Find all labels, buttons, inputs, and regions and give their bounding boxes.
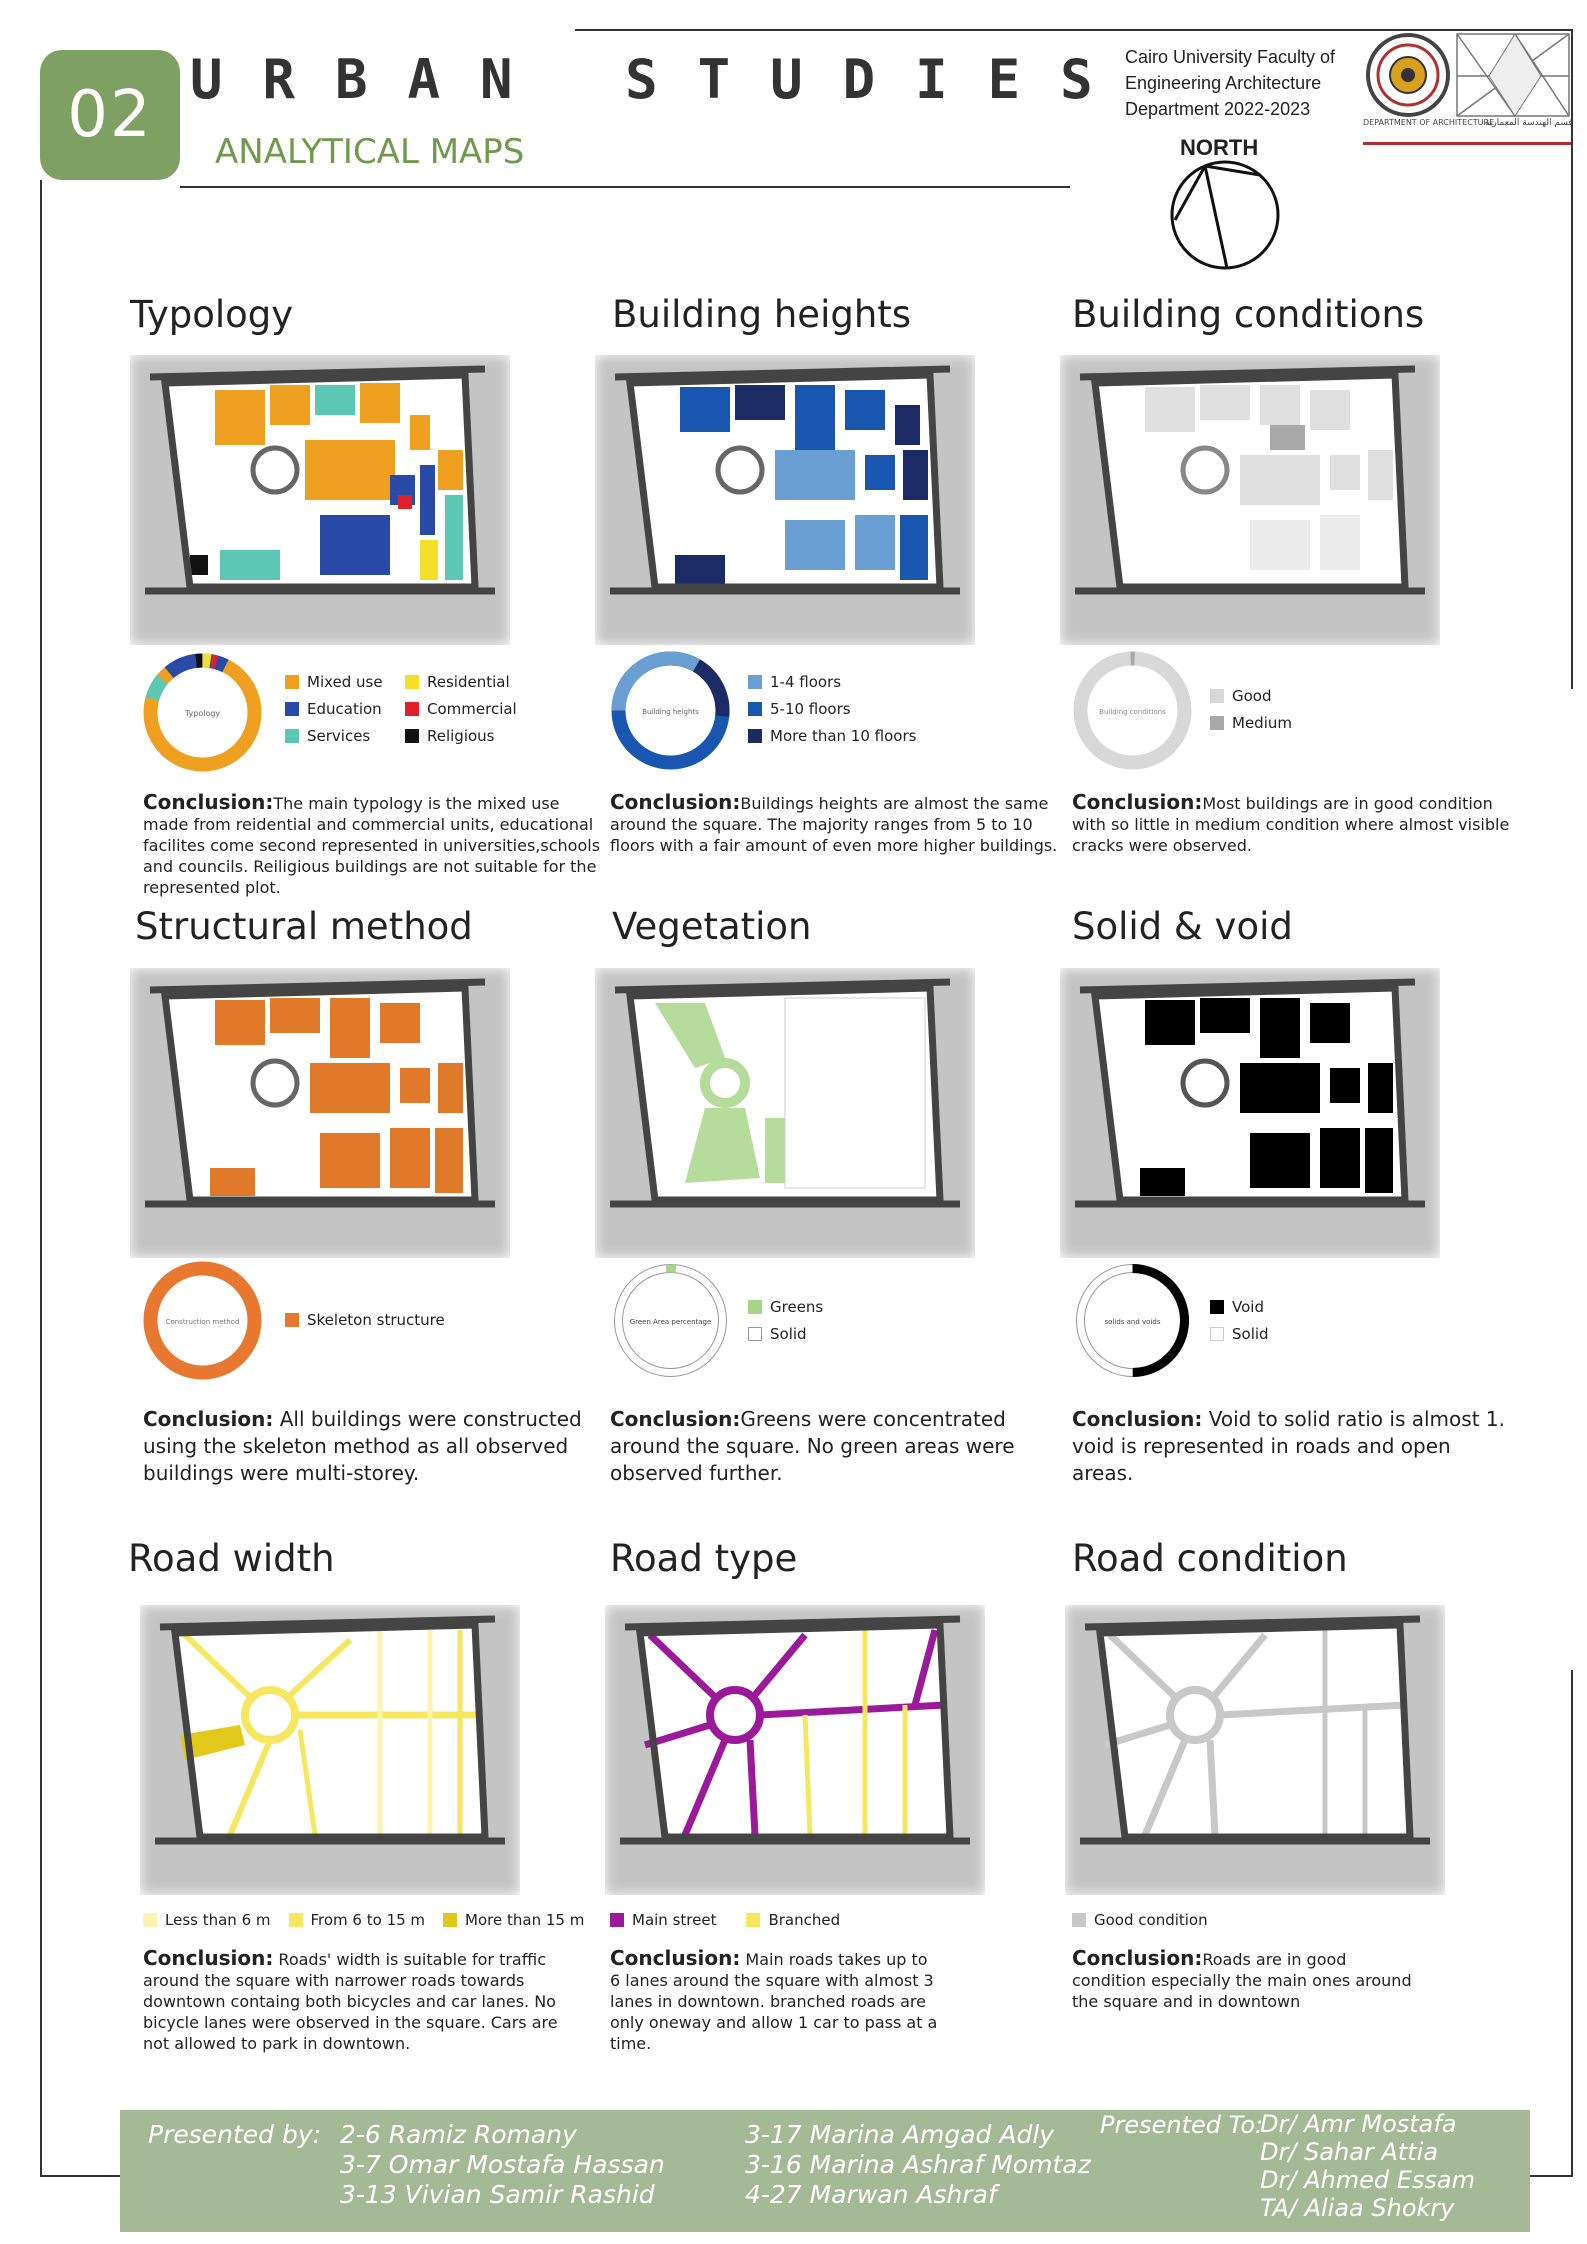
conclusion-label: Conclusion: bbox=[1072, 790, 1203, 814]
legend-item bbox=[285, 722, 383, 749]
legend-label: More than 10 floors bbox=[770, 726, 917, 745]
legend-item bbox=[610, 1906, 716, 1933]
building-heights-legend bbox=[748, 668, 916, 749]
legend-item bbox=[748, 722, 916, 749]
legend-label: Solid bbox=[770, 1324, 807, 1343]
student-group-2 bbox=[745, 2120, 1091, 2210]
structural-method-map-graphic bbox=[130, 968, 510, 1258]
legend-swatch bbox=[1210, 689, 1224, 703]
student-name: 4-27 Marwan Ashraf bbox=[745, 2180, 997, 2209]
road-width-map-graphic bbox=[140, 1605, 520, 1895]
legend-swatch bbox=[748, 1327, 762, 1341]
legend-item bbox=[285, 1306, 445, 1333]
vegetation-donut-chart bbox=[608, 1258, 733, 1383]
legend-label: Religious bbox=[427, 726, 495, 745]
solid-void-legend bbox=[1210, 1293, 1269, 1347]
legend-label: Services bbox=[307, 726, 371, 745]
road-condition-map bbox=[1065, 1605, 1445, 1895]
faculty-line-3: Department 2022-2023 bbox=[1125, 99, 1311, 119]
vegetation-conclusion bbox=[610, 1406, 1065, 1487]
legend-item bbox=[405, 722, 517, 749]
typology-donut-chart bbox=[140, 650, 265, 775]
legend-swatch bbox=[1210, 1300, 1224, 1314]
conclusion-label: Conclusion: bbox=[610, 1946, 741, 1970]
conclusion-label: Conclusion: bbox=[610, 790, 741, 814]
legend-label: Commercial bbox=[427, 699, 517, 718]
supervisor-name: Dr/ Amr Mostafa bbox=[1260, 2110, 1457, 2138]
vegetation-map-graphic bbox=[595, 968, 975, 1258]
legend-label: 1-4 floors bbox=[770, 672, 842, 691]
legend-swatch bbox=[748, 675, 762, 689]
legend-label: Skeleton structure bbox=[307, 1310, 445, 1329]
conclusion-text: Void to solid ratio is almost 1. void is represented in roads and open areas. bbox=[1072, 1407, 1505, 1485]
legend-swatch bbox=[748, 702, 762, 716]
road-condition-map-graphic bbox=[1065, 1605, 1445, 1895]
student-name: 3-17 Marina Amgad Adly bbox=[745, 2120, 1055, 2149]
legend-swatch bbox=[289, 1913, 303, 1927]
legend-item bbox=[748, 1293, 823, 1320]
vegetation-donut-label: Green Area percentage bbox=[629, 1318, 712, 1326]
legend-label: Less than 6 m bbox=[165, 1910, 271, 1929]
legend-swatch bbox=[285, 1313, 299, 1327]
road-width-map bbox=[140, 1605, 520, 1895]
sheet-number-badge: 02 bbox=[40, 50, 180, 180]
road-type-map-graphic bbox=[605, 1605, 985, 1895]
legend-swatch bbox=[405, 675, 419, 689]
logo-red-underline bbox=[1363, 142, 1571, 145]
road-condition-title: Road condition bbox=[1072, 1537, 1348, 1580]
legend-item bbox=[748, 1320, 823, 1347]
legend-item bbox=[143, 1906, 271, 1933]
legend-swatch bbox=[1210, 716, 1224, 730]
supervisor-name: Dr/ Sahar Attia bbox=[1260, 2138, 1439, 2166]
road-width-conclusion bbox=[143, 1948, 563, 2054]
typology-donut-label: Typology bbox=[184, 709, 221, 718]
conclusion-text: Main roads takes up to 6 lanes around the square with almost 3 lanes in downtown. branched roads are only oneway and allow 1 car to pass at a time. bbox=[610, 1950, 938, 2053]
legend-item bbox=[1210, 709, 1292, 736]
legend-swatch bbox=[143, 1913, 157, 1927]
building-conditions-map-graphic bbox=[1060, 355, 1440, 645]
student-name: 3-13 Vivian Samir Rashid bbox=[340, 2180, 655, 2209]
structural-method-map bbox=[130, 968, 510, 1258]
building-heights-title: Building heights bbox=[612, 293, 912, 336]
road-type-title: Road type bbox=[610, 1537, 798, 1580]
legend-label: Solid bbox=[1232, 1324, 1269, 1343]
frame-title-underline bbox=[180, 186, 1070, 188]
legend-swatch bbox=[285, 729, 299, 743]
legend-swatch bbox=[405, 702, 419, 716]
structural-method-title: Structural method bbox=[135, 905, 473, 948]
legend-item bbox=[285, 695, 383, 722]
conclusion-text: Roads' width is suitable for traffic around the square with narrower roads towards downtown containg both bicycles and car lanes. No bicycle lanes were observed in the square. Cars are not allowed to park in downtown. bbox=[143, 1950, 558, 2053]
student-group-1 bbox=[340, 2120, 665, 2210]
legend-item bbox=[1072, 1906, 1208, 1933]
legend-label: From 6 to 15 m bbox=[310, 1910, 426, 1929]
footer-credits bbox=[120, 2110, 1530, 2232]
structural-method-donut-chart bbox=[140, 1258, 265, 1383]
solid-void-title: Solid & void bbox=[1072, 905, 1293, 948]
legend-item bbox=[405, 695, 517, 722]
legend-label: Residential bbox=[427, 672, 510, 691]
conclusion-text: Buildings heights are almost the same around the square. The majority ranges from 5 to 10 floors with a fair amount of even more higher buildings. bbox=[610, 794, 1058, 855]
building-heights-donut-chart bbox=[608, 648, 733, 773]
solid-void-map bbox=[1060, 968, 1440, 1258]
legend-swatch bbox=[285, 702, 299, 716]
legend-label: Education bbox=[307, 699, 382, 718]
legend-swatch bbox=[1072, 1913, 1086, 1927]
building-conditions-donut-label: Building conditions bbox=[1099, 708, 1166, 716]
faculty-line-2: Engineering Architecture bbox=[1125, 73, 1322, 93]
road-type-legend bbox=[610, 1906, 840, 1933]
faculty-line-1: Cairo University Faculty of bbox=[1125, 47, 1336, 67]
logo-caption-arabic: قسم الهندسة المعمارية bbox=[1485, 118, 1573, 128]
frame-bottom-right-line bbox=[1530, 2175, 1573, 2177]
building-conditions-map bbox=[1060, 355, 1440, 645]
typology-legend-col2 bbox=[405, 668, 517, 749]
conclusion-text: Greens were concentrated around the square. No green areas were observed further. bbox=[610, 1407, 1015, 1485]
typology-legend-col1 bbox=[285, 668, 383, 749]
frame-bottom-line bbox=[40, 2175, 120, 2177]
supervisor-name: Dr/ Ahmed Essam bbox=[1260, 2166, 1475, 2194]
legend-item bbox=[1210, 1320, 1269, 1347]
page-title: URBAN STUDIES bbox=[190, 48, 1133, 111]
legend-label: Medium bbox=[1232, 713, 1292, 732]
conclusion-text: All buildings were constructed using the skeleton method as all observed buildings were multi-storey. bbox=[143, 1407, 582, 1485]
building-conditions-conclusion bbox=[1072, 792, 1522, 856]
legend-item bbox=[748, 695, 916, 722]
road-condition-legend bbox=[1072, 1906, 1208, 1933]
presented-to-label: Presented To: bbox=[1100, 2111, 1264, 2139]
conclusion-label: Conclusion: bbox=[1072, 1407, 1203, 1431]
legend-item bbox=[746, 1906, 840, 1933]
legend-item bbox=[405, 668, 517, 695]
legend-swatch bbox=[746, 1913, 760, 1927]
road-width-legend bbox=[143, 1906, 584, 1933]
legend-label: Good bbox=[1232, 686, 1272, 705]
legend-item bbox=[1210, 1293, 1269, 1320]
student-name: 3-7 Omar Mostafa Hassan bbox=[340, 2150, 665, 2179]
legend-item bbox=[748, 668, 916, 695]
road-type-map bbox=[605, 1605, 985, 1895]
typology-map bbox=[130, 355, 510, 645]
building-heights-map bbox=[595, 355, 975, 645]
road-condition-conclusion bbox=[1072, 1948, 1417, 2012]
frame-top-line bbox=[575, 29, 1573, 31]
conclusion-label: Conclusion: bbox=[143, 1946, 274, 1970]
supervisors-list bbox=[1260, 2110, 1475, 2222]
legend-item bbox=[1210, 682, 1292, 709]
vegetation-legend bbox=[748, 1293, 823, 1347]
legend-swatch bbox=[285, 675, 299, 689]
legend-label: Branched bbox=[768, 1910, 841, 1929]
north-arrow-icon bbox=[1165, 160, 1285, 275]
solid-void-donut-label: solids and voids bbox=[1104, 1318, 1161, 1326]
legend-item bbox=[443, 1906, 584, 1933]
supervisor-name: TA/ Aliaa Shokry bbox=[1260, 2194, 1455, 2222]
solid-void-map-graphic bbox=[1060, 968, 1440, 1258]
legend-swatch bbox=[443, 1913, 457, 1927]
structural-method-donut-label: Construction method bbox=[165, 1318, 240, 1326]
legend-label: Main street bbox=[632, 1910, 717, 1929]
legend-item bbox=[285, 668, 383, 695]
frame-left-line bbox=[40, 180, 42, 2175]
legend-swatch bbox=[610, 1913, 624, 1927]
vegetation-map bbox=[595, 968, 975, 1258]
building-heights-donut-label: Building heights bbox=[642, 708, 699, 716]
building-heights-conclusion bbox=[610, 792, 1065, 856]
conclusion-text: Most buildings are in good condition with so little in medium condition where almost visible cracks were observed. bbox=[1072, 794, 1510, 855]
structural-method-legend bbox=[285, 1306, 445, 1333]
legend-label: More than 15 m bbox=[465, 1910, 585, 1929]
road-width-title: Road width bbox=[128, 1537, 335, 1580]
conclusion-label: Conclusion: bbox=[143, 790, 274, 814]
frame-right-line-bottom bbox=[1571, 1670, 1573, 2175]
frame-right-line-top bbox=[1571, 29, 1573, 689]
structural-method-conclusion bbox=[143, 1406, 598, 1487]
faculty-info bbox=[1125, 44, 1365, 122]
legend-swatch bbox=[405, 729, 419, 743]
legend-label: 5-10 floors bbox=[770, 699, 851, 718]
vegetation-title: Vegetation bbox=[612, 905, 812, 948]
legend-label: Mixed use bbox=[307, 672, 383, 691]
presented-by-label: Presented by: bbox=[148, 2120, 322, 2149]
conclusion-label: Conclusion: bbox=[610, 1407, 741, 1431]
page-subtitle: ANALYTICAL MAPS bbox=[215, 132, 525, 172]
legend-label: Void bbox=[1232, 1297, 1264, 1316]
legend-label: Greens bbox=[770, 1297, 824, 1316]
legend-swatch bbox=[748, 1300, 762, 1314]
legend-swatch bbox=[1210, 1327, 1224, 1341]
building-conditions-legend bbox=[1210, 682, 1292, 736]
cairo-university-seal-icon bbox=[1365, 32, 1451, 118]
logo-caption-english: DEPARTMENT OF ARCHITECTURE bbox=[1363, 118, 1495, 127]
solid-void-donut-chart bbox=[1070, 1258, 1195, 1383]
typology-conclusion bbox=[143, 792, 603, 898]
typology-map-graphic bbox=[130, 355, 510, 645]
legend-item bbox=[289, 1906, 426, 1933]
legend-swatch bbox=[748, 729, 762, 743]
typology-title: Typology bbox=[130, 293, 294, 336]
road-type-conclusion bbox=[610, 1948, 940, 2054]
student-name: 3-16 Marina Ashraf Momtaz bbox=[745, 2150, 1091, 2179]
building-conditions-title: Building conditions bbox=[1072, 293, 1425, 336]
building-heights-map-graphic bbox=[595, 355, 975, 645]
student-name: 2-6 Ramiz Romany bbox=[340, 2120, 577, 2149]
architecture-department-logo-icon bbox=[1455, 32, 1571, 118]
north-label: NORTH bbox=[1180, 135, 1259, 160]
conclusion-text: The main typology is the mixed use made from reidential and commercial units, educational facilites come second represented in universities,schools and councils. Reiligious buildings are not suitable for the represented plot. bbox=[143, 794, 601, 897]
solid-void-conclusion bbox=[1072, 1406, 1517, 1487]
building-conditions-donut-chart bbox=[1070, 648, 1195, 773]
conclusion-label: Conclusion: bbox=[143, 1407, 274, 1431]
legend-label: Good condition bbox=[1094, 1910, 1208, 1929]
conclusion-text: Roads are in good condition especially the main ones around the square and in downtown bbox=[1072, 1950, 1412, 2011]
conclusion-label: Conclusion: bbox=[1072, 1946, 1203, 1970]
